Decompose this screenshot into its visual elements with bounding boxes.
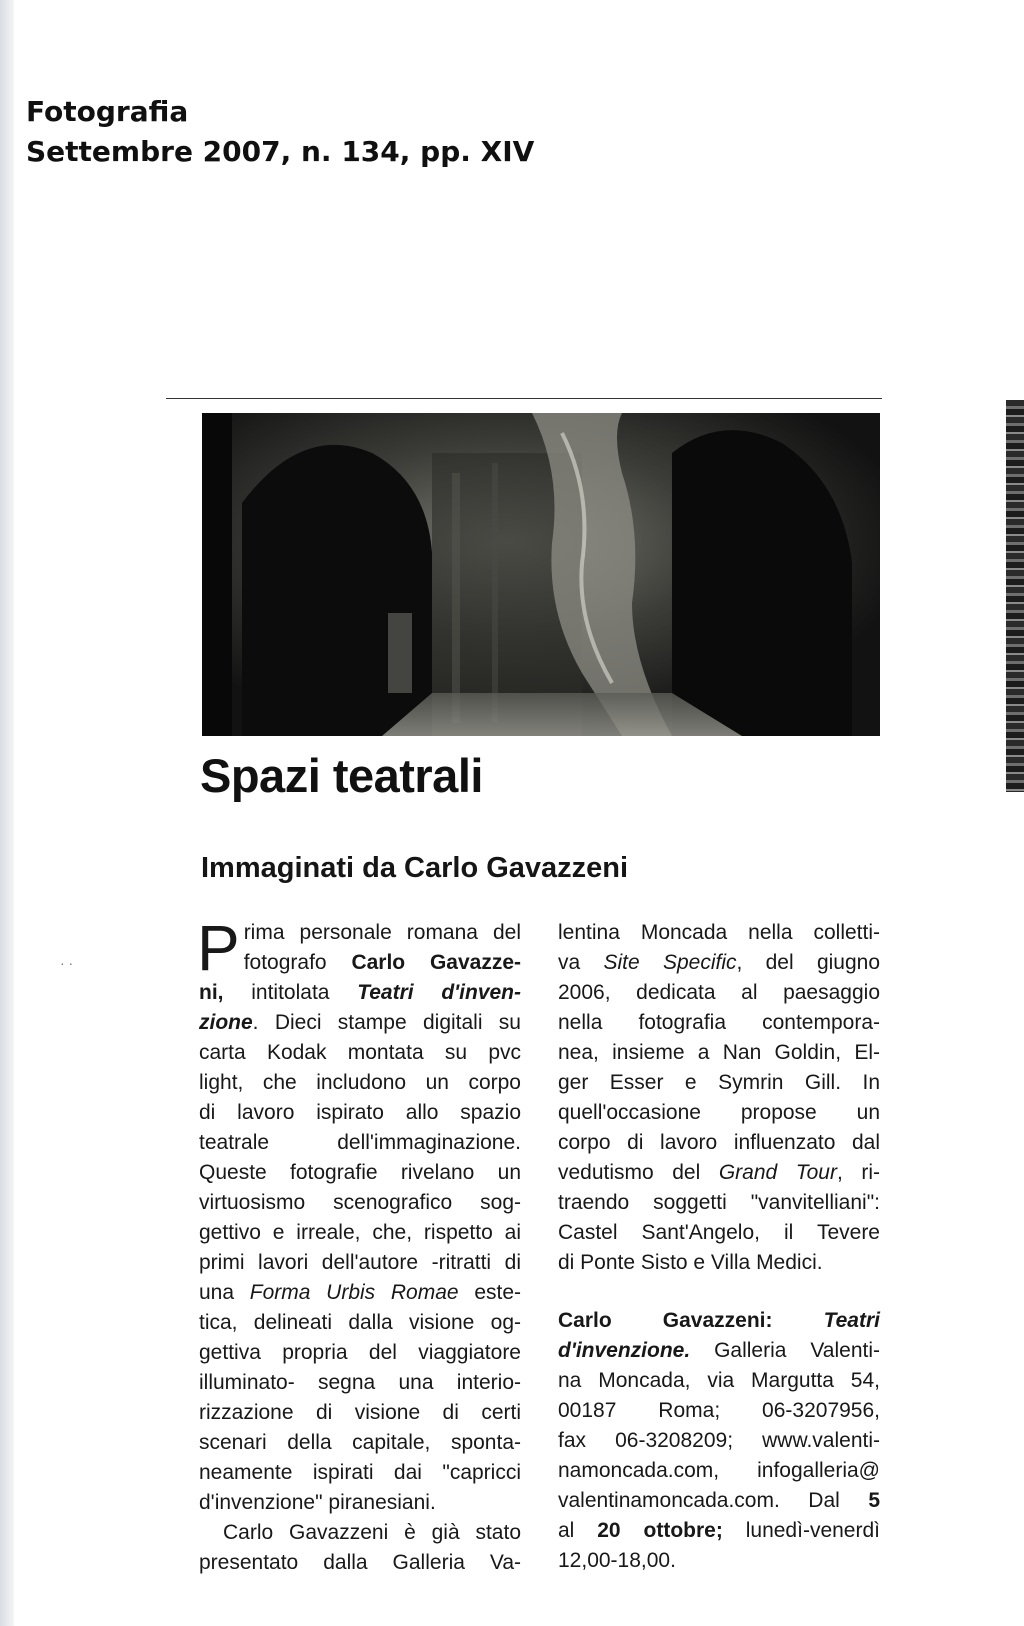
scan-specks: · ·: [60, 955, 74, 971]
text-run: rima personale romana del: [243, 921, 521, 944]
text-line: [199, 1188, 521, 1218]
scan-edge: [0, 0, 14, 1626]
text-run: Grand Tour: [718, 1161, 837, 1184]
adjacent-page-edge: [1006, 400, 1024, 792]
text-line: [199, 1548, 521, 1578]
text-run: Teatri: [823, 1309, 880, 1332]
text-line: [199, 1038, 521, 1068]
divider-rule: [166, 398, 882, 399]
text-line: [199, 1008, 521, 1038]
text-line: [199, 1338, 521, 1368]
text-line: [558, 1486, 880, 1516]
text-run: quell'occasione propose un: [558, 1101, 880, 1124]
text-run: light, che includono un corpo: [199, 1071, 521, 1094]
text-line: [558, 1396, 880, 1426]
text-line: [199, 1308, 521, 1338]
article-column-1: [197, 912, 522, 1578]
text-line: [199, 1398, 521, 1428]
text-run: gettivo e irreale, che, rispetto ai: [199, 1221, 521, 1244]
text-line: [199, 1068, 521, 1098]
text-run: Queste fotografie rivelano un: [199, 1161, 521, 1184]
text-line: [199, 1128, 521, 1158]
text-run: d'invenzione.: [558, 1339, 691, 1362]
text-run: Site Specific: [603, 951, 737, 974]
text-run: va: [558, 951, 604, 974]
text-run: zione: [199, 1011, 253, 1034]
text-run: este-: [458, 1281, 522, 1304]
text-line: [558, 948, 880, 978]
text-run: di Ponte Sisto e Villa Medici.: [558, 1251, 823, 1274]
article-subtitle: Immaginati da Carlo Gavazzeni: [201, 852, 629, 884]
source-citation: [26, 92, 534, 172]
text-run: ger Esser e Symrin Gill. In: [558, 1071, 880, 1094]
drop-cap: P: [197, 912, 240, 984]
text-line: [199, 1248, 521, 1278]
text-line: [558, 1336, 880, 1366]
text-line: [199, 1488, 521, 1518]
text-run: corpo di lavoro influenzato dal: [558, 1131, 880, 1154]
text-line: [558, 918, 880, 948]
text-run: valentinamoncada.com. Dal: [558, 1489, 869, 1512]
text-line: [558, 1218, 880, 1248]
text-line: [199, 1098, 521, 1128]
text-line: [558, 1248, 880, 1278]
text-run: di lavoro ispirato allo spazio: [199, 1101, 521, 1124]
text-run: Carlo Gavazzeni è già stato: [223, 1521, 521, 1544]
text-run: , del giugno: [736, 951, 881, 974]
text-line: [558, 1098, 880, 1128]
text-run: namoncada.com, infogalleria@: [558, 1459, 880, 1482]
text-line: [199, 948, 521, 978]
text-run: carta Kodak montata su pvc: [199, 1041, 521, 1064]
text-line: [558, 1306, 880, 1336]
text-line: [199, 1428, 521, 1458]
text-run: Carlo Gavazzeni:: [558, 1309, 824, 1332]
text-line: [558, 1546, 880, 1576]
text-run: lentina Moncada nella colletti-: [558, 921, 880, 944]
text-line: [199, 1278, 521, 1308]
text-run: presentato dalla Galleria Va-: [199, 1551, 521, 1574]
text-run: 5: [868, 1489, 880, 1512]
text-run: 20 ottobre;: [597, 1519, 723, 1542]
text-line: [558, 1158, 880, 1188]
text-run: fax 06-3208209; www.valenti-: [558, 1429, 880, 1452]
text-run: virtuosismo scenografico sog-: [199, 1191, 521, 1214]
text-run: . Dieci stampe digitali su: [252, 1011, 521, 1034]
text-run: nea, insieme a Nan Goldin, El-: [558, 1041, 880, 1064]
text-line: [199, 1518, 521, 1548]
text-run: al: [558, 1519, 598, 1542]
text-line: [558, 1038, 880, 1068]
text-run: na Moncada, via Margutta 54,: [558, 1369, 880, 1392]
article-column-2: [558, 918, 880, 1576]
text-line: [558, 1008, 880, 1038]
text-run: rizzazione di visione di certi: [199, 1401, 521, 1424]
source-publication: Fotografia: [26, 95, 189, 128]
text-line: [558, 1516, 880, 1546]
text-run: Castel Sant'Angelo, il Tevere: [558, 1221, 880, 1244]
text-line: [558, 1456, 880, 1486]
text-run: vedutismo del: [558, 1161, 719, 1184]
article-photo: [202, 413, 880, 736]
text-line: [199, 978, 521, 1008]
text-line: [558, 978, 880, 1008]
text-run: una: [199, 1281, 250, 1304]
text-run: lunedì-venerdì: [722, 1519, 880, 1542]
text-line: [558, 1426, 880, 1456]
text-run: 12,00-18,00.: [558, 1549, 676, 1572]
text-run: tica, delineati dalla visione og-: [199, 1311, 521, 1334]
text-line: [199, 1158, 521, 1188]
text-run: scenari della capitale, sponta-: [199, 1431, 521, 1454]
text-run: 00187 Roma; 06-3207956,: [558, 1399, 880, 1422]
text-run: d'invenzione" piranesiani.: [199, 1491, 436, 1514]
theatre-interior-photo: [202, 413, 880, 736]
text-line: [199, 1368, 521, 1398]
text-line: [558, 1068, 880, 1098]
text-run: 2006, dedicata al paesaggio: [558, 981, 880, 1004]
text-run: , ri-: [836, 1161, 880, 1184]
text-line: [558, 1366, 880, 1396]
text-line: [558, 1128, 880, 1158]
text-run: teatrale dell'immaginazione.: [199, 1131, 521, 1154]
text-line: [199, 1218, 521, 1248]
text-run: intitolata: [223, 981, 358, 1004]
text-run: gettiva propria del viaggiatore: [199, 1341, 521, 1364]
text-run: traendo soggetti "vanvitelliani":: [558, 1191, 880, 1214]
text-run: Teatri d'inven-: [357, 981, 522, 1004]
text-run: nella fotografia contempora-: [558, 1011, 880, 1034]
text-run: neamente ispirati dai "capricci: [199, 1461, 521, 1484]
text-run: Galleria Valenti-: [690, 1339, 880, 1362]
text-run: Forma Urbis Romae: [249, 1281, 459, 1304]
text-run: ni,: [199, 981, 224, 1004]
text-line: [558, 1188, 880, 1218]
source-issue: Settembre 2007, n. 134, pp. XIV: [26, 135, 535, 168]
text-run: primi lavori dell'autore -ritratti di: [199, 1251, 521, 1274]
text-run: illuminato- segna una interio-: [199, 1371, 521, 1394]
article-title: Spazi teatrali: [200, 749, 483, 802]
paragraph-gap: [558, 1278, 880, 1306]
text-run: Carlo Gavazze-: [351, 951, 522, 974]
text-line: [199, 1458, 521, 1488]
text-run: fotografo: [243, 951, 352, 974]
